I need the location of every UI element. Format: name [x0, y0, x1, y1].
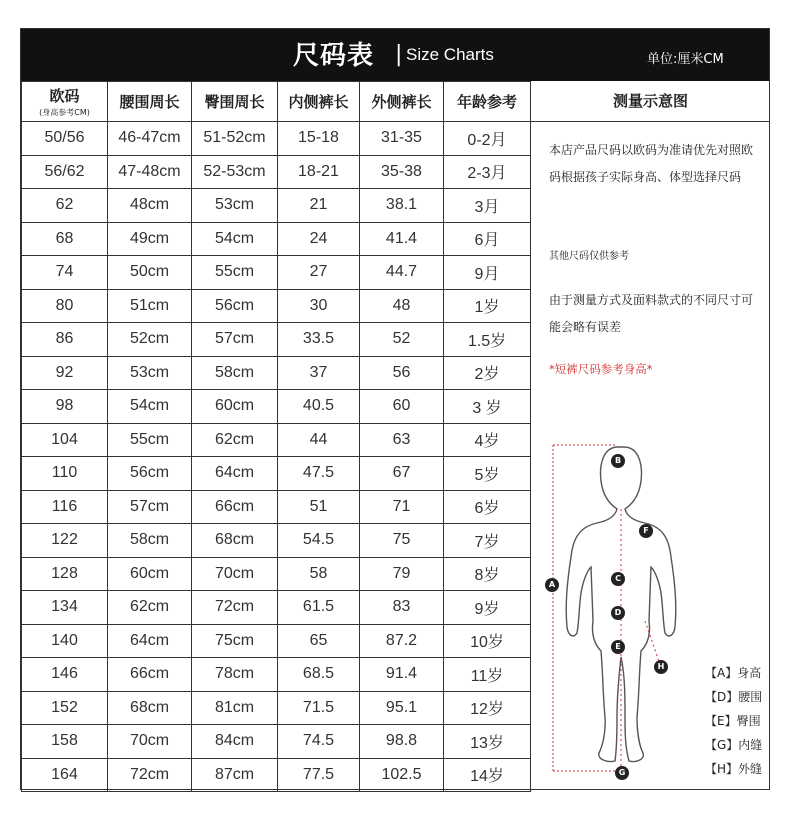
chart-subtitle: Size Charts — [406, 45, 494, 64]
marker-b: B — [611, 454, 625, 468]
table-cell: 66cm — [108, 658, 192, 692]
table-cell: 79 — [360, 557, 444, 591]
table-cell: 50cm — [108, 256, 192, 290]
table-header-row — [22, 82, 531, 122]
table-cell: 72cm — [192, 591, 278, 625]
marker-h: H — [654, 660, 668, 674]
table-row — [22, 256, 531, 290]
table-cell: 72cm — [108, 758, 192, 792]
table-cell: 47-48cm — [108, 155, 192, 189]
table-row — [22, 658, 531, 692]
table-cell: 0-2月 — [444, 122, 531, 156]
title-bar — [21, 29, 769, 81]
table-cell: 8岁 — [444, 557, 531, 591]
table-cell: 53cm — [192, 189, 278, 223]
table-cell: 58cm — [108, 524, 192, 558]
column-header: 内侧裤长 — [278, 82, 360, 122]
table-cell: 13岁 — [444, 725, 531, 759]
shorts-note: *短裤尺码参考身高* — [549, 362, 653, 376]
table-cell: 44 — [278, 423, 360, 457]
marker-d: D — [611, 606, 625, 620]
size-chart — [20, 28, 770, 790]
table-cell: 15-18 — [278, 122, 360, 156]
table-cell: 68.5 — [278, 658, 360, 692]
table-cell: 80 — [22, 289, 108, 323]
table-cell: 40.5 — [278, 390, 360, 424]
table-cell: 70cm — [192, 557, 278, 591]
measurement-legend — [705, 661, 762, 781]
table-cell: 110 — [22, 457, 108, 491]
table-cell: 128 — [22, 557, 108, 591]
table-cell: 6岁 — [444, 490, 531, 524]
table-cell: 158 — [22, 725, 108, 759]
table-cell: 44.7 — [360, 256, 444, 290]
table-cell: 31-35 — [360, 122, 444, 156]
table-row — [22, 189, 531, 223]
reference-note: 其他尺码仅供参考 — [549, 251, 629, 262]
table-cell: 48cm — [108, 189, 192, 223]
table-cell: 91.4 — [360, 658, 444, 692]
table-row — [22, 222, 531, 256]
marker-c: C — [611, 572, 625, 586]
table-cell: 4岁 — [444, 423, 531, 457]
table-cell: 71 — [360, 490, 444, 524]
table-cell: 6月 — [444, 222, 531, 256]
marker-a: A — [545, 578, 559, 592]
table-row — [22, 390, 531, 424]
table-cell: 52-53cm — [192, 155, 278, 189]
table-row — [22, 691, 531, 725]
size-note: 本店产品尺码以欧码为准请优先对照欧码根据孩子实际身高、体型选择尺码 — [549, 143, 754, 184]
table-cell: 104 — [22, 423, 108, 457]
table-row — [22, 725, 531, 759]
legend-item: 【H】外缝 — [705, 762, 763, 776]
table-cell: 2-3月 — [444, 155, 531, 189]
chart-title: 尺码表 — [293, 41, 375, 71]
table-cell: 140 — [22, 624, 108, 658]
table-cell: 98.8 — [360, 725, 444, 759]
table-cell: 152 — [22, 691, 108, 725]
table-cell: 9岁 — [444, 591, 531, 625]
table-cell: 122 — [22, 524, 108, 558]
table-cell: 51cm — [108, 289, 192, 323]
table-cell: 58cm — [192, 356, 278, 390]
table-cell: 41.4 — [360, 222, 444, 256]
size-table — [21, 81, 531, 792]
table-row — [22, 155, 531, 189]
table-cell: 3月 — [444, 189, 531, 223]
table-cell: 86 — [22, 323, 108, 357]
column-header: 年龄参考 — [444, 82, 531, 122]
table-cell: 10岁 — [444, 624, 531, 658]
table-cell: 2岁 — [444, 356, 531, 390]
table-row — [22, 122, 531, 156]
table-cell: 1.5岁 — [444, 323, 531, 357]
table-cell: 33.5 — [278, 323, 360, 357]
diagram-heading: 测量示意图 — [531, 81, 770, 122]
table-row — [22, 289, 531, 323]
table-cell: 54cm — [192, 222, 278, 256]
table-cell: 54cm — [108, 390, 192, 424]
table-cell: 37 — [278, 356, 360, 390]
column-header: 臀围周长 — [192, 82, 278, 122]
legend-item: 【E】臀围 — [705, 714, 761, 728]
table-cell: 9月 — [444, 256, 531, 290]
body-diagram — [545, 435, 770, 789]
table-cell: 87cm — [192, 758, 278, 792]
table-row — [22, 323, 531, 357]
table-row — [22, 758, 531, 792]
table-cell: 63 — [360, 423, 444, 457]
table-cell: 95.1 — [360, 691, 444, 725]
table-cell: 71.5 — [278, 691, 360, 725]
table-cell: 60 — [360, 390, 444, 424]
table-cell: 65 — [278, 624, 360, 658]
column-header — [22, 82, 108, 122]
table-row — [22, 524, 531, 558]
column-header-sublabel: (身高参考CM) — [39, 108, 90, 117]
table-cell: 60cm — [192, 390, 278, 424]
table-cell: 58 — [278, 557, 360, 591]
table-cell: 57cm — [108, 490, 192, 524]
table-cell: 38.1 — [360, 189, 444, 223]
title-separator: | — [395, 42, 403, 67]
marker-g: G — [615, 766, 629, 780]
table-cell: 55cm — [192, 256, 278, 290]
table-cell: 11岁 — [444, 658, 531, 692]
table-cell: 81cm — [192, 691, 278, 725]
table-cell: 24 — [278, 222, 360, 256]
table-row — [22, 457, 531, 491]
table-cell: 56 — [360, 356, 444, 390]
table-cell: 75 — [360, 524, 444, 558]
table-cell: 21 — [278, 189, 360, 223]
table-cell: 87.2 — [360, 624, 444, 658]
table-cell: 92 — [22, 356, 108, 390]
table-cell: 57cm — [192, 323, 278, 357]
column-header: 腰围周长 — [108, 82, 192, 122]
table-cell: 30 — [278, 289, 360, 323]
table-cell: 75cm — [192, 624, 278, 658]
table-cell: 62 — [22, 189, 108, 223]
table-cell: 62cm — [192, 423, 278, 457]
legend-item: 【G】内缝 — [705, 738, 763, 752]
table-cell: 46-47cm — [108, 122, 192, 156]
table-cell: 67 — [360, 457, 444, 491]
table-cell: 18-21 — [278, 155, 360, 189]
table-cell: 68 — [22, 222, 108, 256]
table-cell: 35-38 — [360, 155, 444, 189]
column-header-label: 欧码 — [49, 87, 80, 105]
table-cell: 74.5 — [278, 725, 360, 759]
table-cell: 3 岁 — [444, 390, 531, 424]
table-cell: 48 — [360, 289, 444, 323]
table-cell: 49cm — [108, 222, 192, 256]
table-cell: 50/56 — [22, 122, 108, 156]
table-cell: 56cm — [108, 457, 192, 491]
table-cell: 146 — [22, 658, 108, 692]
table-row — [22, 624, 531, 658]
table-cell: 14岁 — [444, 758, 531, 792]
table-cell: 54.5 — [278, 524, 360, 558]
measurement-panel — [530, 81, 769, 789]
table-cell: 164 — [22, 758, 108, 792]
table-cell: 134 — [22, 591, 108, 625]
table-cell: 64cm — [192, 457, 278, 491]
table-cell: 51 — [278, 490, 360, 524]
table-row — [22, 490, 531, 524]
table-cell: 77.5 — [278, 758, 360, 792]
unit-label: 单位:厘米CM — [647, 52, 724, 67]
table-cell: 78cm — [192, 658, 278, 692]
column-header: 外侧裤长 — [360, 82, 444, 122]
table-cell: 53cm — [108, 356, 192, 390]
table-row — [22, 591, 531, 625]
table-cell: 70cm — [108, 725, 192, 759]
table-cell: 1岁 — [444, 289, 531, 323]
table-row — [22, 356, 531, 390]
legend-item: 【D】腰围 — [705, 690, 763, 704]
table-cell: 74 — [22, 256, 108, 290]
table-cell: 52 — [360, 323, 444, 357]
table-cell: 61.5 — [278, 591, 360, 625]
table-row — [22, 557, 531, 591]
table-cell: 55cm — [108, 423, 192, 457]
table-cell: 47.5 — [278, 457, 360, 491]
table-cell: 64cm — [108, 624, 192, 658]
table-cell: 12岁 — [444, 691, 531, 725]
table-cell: 56/62 — [22, 155, 108, 189]
legend-item: 【A】身高 — [705, 666, 762, 680]
table-cell: 62cm — [108, 591, 192, 625]
table-cell: 68cm — [192, 524, 278, 558]
table-cell: 68cm — [108, 691, 192, 725]
table-cell: 83 — [360, 591, 444, 625]
table-cell: 84cm — [192, 725, 278, 759]
table-row — [22, 423, 531, 457]
table-cell: 7岁 — [444, 524, 531, 558]
table-cell: 51-52cm — [192, 122, 278, 156]
table-cell: 5岁 — [444, 457, 531, 491]
table-cell: 52cm — [108, 323, 192, 357]
error-note: 由于测量方式及面料款式的不同尺寸可能会略有误差 — [549, 293, 754, 334]
table-cell: 98 — [22, 390, 108, 424]
table-cell: 66cm — [192, 490, 278, 524]
marker-f: F — [639, 524, 653, 538]
table-cell: 60cm — [108, 557, 192, 591]
marker-e: E — [611, 640, 625, 654]
table-cell: 116 — [22, 490, 108, 524]
table-cell: 56cm — [192, 289, 278, 323]
table-cell: 102.5 — [360, 758, 444, 792]
table-cell: 27 — [278, 256, 360, 290]
